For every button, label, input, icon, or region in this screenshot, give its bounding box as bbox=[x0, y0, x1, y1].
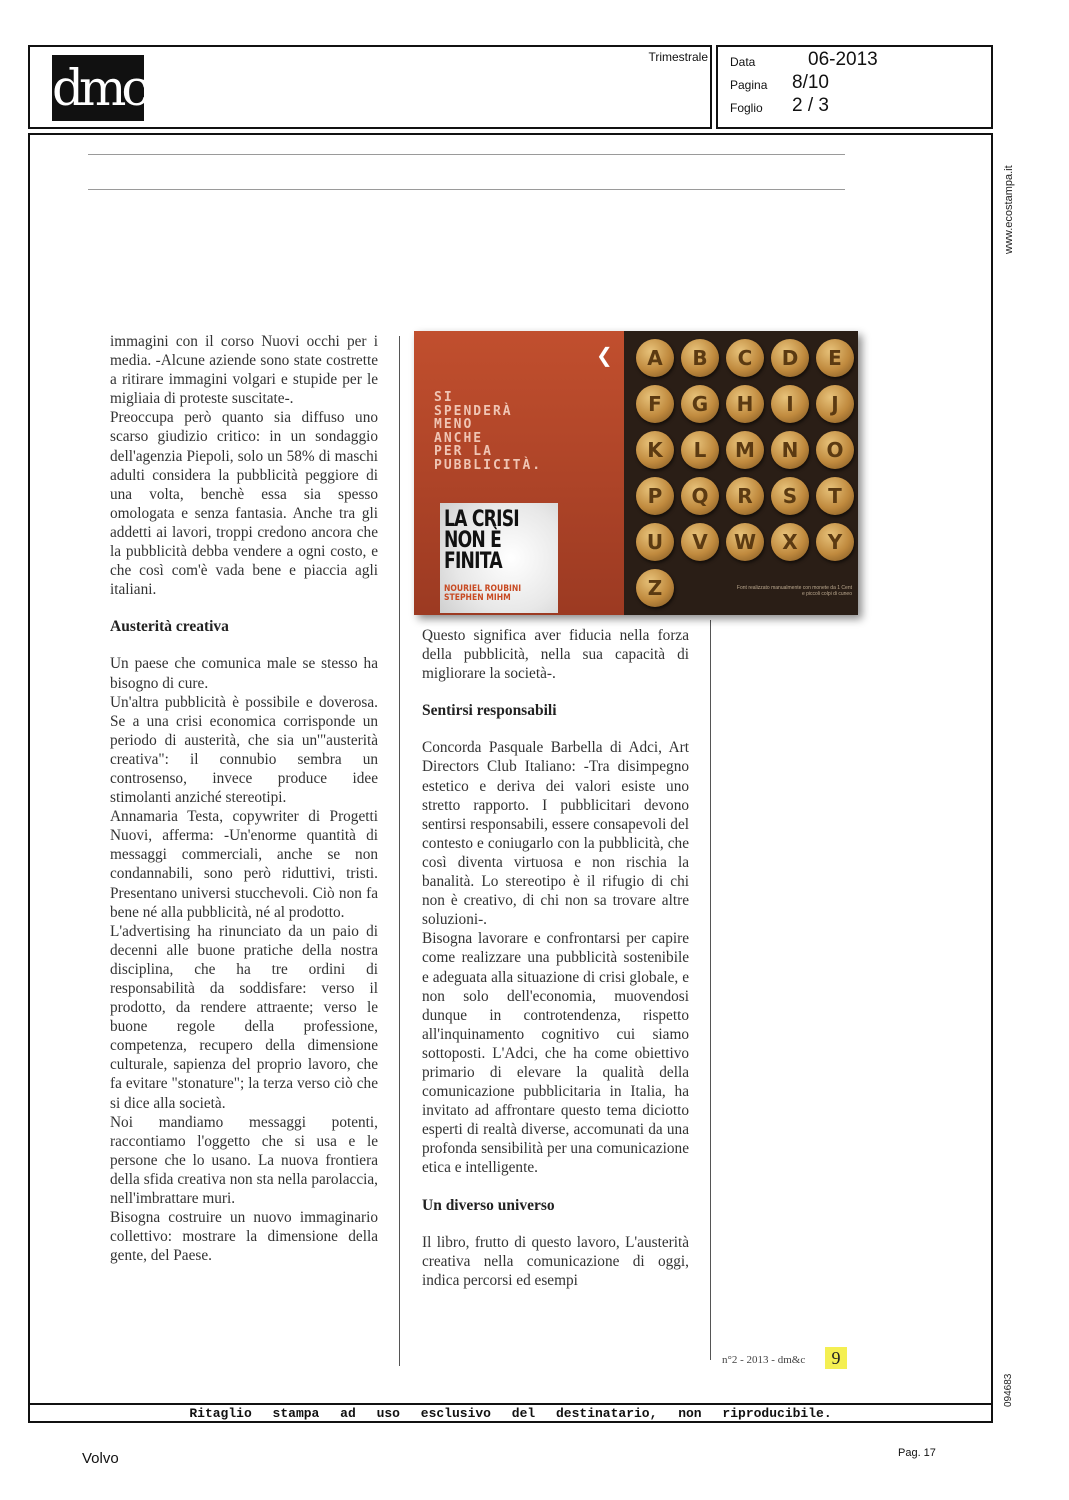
coin-letter: F bbox=[636, 385, 674, 423]
meta-date-value: 06-2013 bbox=[808, 49, 878, 70]
paragraph: Un paese che comunica male se stesso ha bisogno di cure. bbox=[110, 655, 378, 692]
coin-letter: Q bbox=[681, 477, 719, 515]
paragraph: Preoccupa però quanto sia diffuso uno scarso giudizio critico: in un sondaggio dell'agenzia Piepoli, solo un 58% di maschi adulti considera la pubblicità peggiore di una volta, benchè essa sia spesso omologata e senza fantasia. Anche tra gli addetti ai lavori, troppi credono ancora che la pubblicità debba vendere a ogni costo, e che così com'è vada bene e piaccia agli italiani. bbox=[110, 409, 378, 599]
paragraph: Questo significa aver fiducia nella forza della pubblicità, nella sua capacità di migliorare la società-. bbox=[422, 627, 689, 683]
footer-rule bbox=[28, 1403, 993, 1405]
article-image bbox=[414, 331, 858, 615]
coin-letter: E bbox=[816, 339, 854, 377]
coin-letter: B bbox=[681, 339, 719, 377]
header-rule bbox=[88, 189, 845, 190]
column-divider bbox=[399, 336, 400, 1366]
section-heading: Austerità creativa bbox=[110, 618, 229, 636]
coin-letter: G bbox=[681, 385, 719, 423]
coin-letter: Z bbox=[636, 569, 674, 607]
meta-sheet-value: 2 / 3 bbox=[792, 95, 829, 116]
coin-letter: V bbox=[681, 523, 719, 561]
article-column-right bbox=[422, 626, 689, 1290]
coin-letter: M bbox=[726, 431, 764, 469]
coin-letter: L bbox=[681, 431, 719, 469]
paragraph: Bisogna costruire un nuovo immaginario collettivo: mostrare la dimensione della gente, del Paese. bbox=[110, 1209, 378, 1265]
page-counter: Pag. 17 bbox=[898, 1447, 936, 1459]
meta-page-label: Pagina bbox=[730, 78, 768, 92]
coin-letter: H bbox=[726, 385, 764, 423]
meta-page-value: 8/10 bbox=[792, 72, 829, 93]
coin-letter: C bbox=[726, 339, 764, 377]
coin-letter: X bbox=[771, 523, 809, 561]
meta-date-label: Data bbox=[730, 55, 756, 69]
paragraph: immagini con il corso Nuovi occhi per i media. -Alcune aziende sono state costrette a ritirare immagini volgari e stupide per le migliaia di proteste suscitate-. bbox=[110, 333, 378, 408]
paragraph: Noi mandiamo messaggi potenti, raccontiamo l'oggetto che si usa e le persone che lo usano. La nuova frontiera della sfida creativa non sta nella parolaccia, nell'imbrattare muri. bbox=[110, 1113, 378, 1208]
paragraph: Un'altra pubblicità è possibile e doverosa. Se a una crisi economica corrisponde un periodo di austerità, che sia un'"austerità creativa": il connubio sembra un controsenso, invece produce idee stimolanti anziché stereotipi. bbox=[110, 693, 378, 807]
header-rule bbox=[88, 154, 845, 155]
coin-letter: A bbox=[636, 339, 674, 377]
page-number-badge: 9 bbox=[825, 1347, 847, 1369]
cover-slogan: SI SPENDERÀ MENO ANCHE PER LA PUBBLICITÀ. bbox=[434, 390, 543, 473]
chevron-left-icon: ❮ bbox=[596, 343, 613, 367]
coin-letter: P bbox=[636, 477, 674, 515]
coin-letter: T bbox=[816, 477, 854, 515]
coin-letter: S bbox=[771, 477, 809, 515]
coin-letter: O bbox=[816, 431, 854, 469]
coin-letter: N bbox=[771, 431, 809, 469]
book-title: LA CRISI NON È FINITA bbox=[444, 507, 519, 574]
client-name: Volvo bbox=[82, 1450, 119, 1467]
article-column-left bbox=[110, 332, 378, 1265]
coin-letter: W bbox=[726, 523, 764, 561]
section-heading: Un diverso universo bbox=[422, 1196, 555, 1214]
coin-letter: U bbox=[636, 523, 674, 561]
paragraph: Annamaria Testa, copywriter di Progetti Nuovi, afferma: -Un'enorme quantità di messaggi commerciali, anche se non condannabili, sono però riduttivi, tristi. Presentano universi stucchevoli. Ciò non fa bene né alla pubblicità, né al prodotto. bbox=[110, 808, 378, 921]
coin-letter: K bbox=[636, 431, 674, 469]
coin-letter: D bbox=[771, 339, 809, 377]
coin-letter: J bbox=[816, 385, 854, 423]
clipping-code: 094683 bbox=[1003, 1373, 1014, 1407]
website-vertical-text: www.ecostampa.it bbox=[1003, 165, 1015, 254]
periodicity-label: Trimestrale bbox=[648, 50, 708, 64]
meta-sheet-label: Foglio bbox=[730, 101, 763, 115]
image-caption: Font realizzato manualmente con monete da 1 Cent e piccoli colpi di cuneo bbox=[736, 585, 852, 597]
book-authors: NOURIEL ROUBINI STEPHEN MIHM bbox=[444, 584, 522, 603]
paragraph: L'advertising ha rinunciato da un paio di decenni alle buone pratiche della nostra disciplina, che ha tre ordini di responsabilità da soddisfare: verso il prodotto, da rendere attraente; verso le buone regole della professione, competenza, recupero della dimensione culturale, sapienza del proprio lavoro, che fa evitare "stonature"; la terza verso ciò che si dice alla società. bbox=[110, 922, 378, 1112]
issue-reference: n°2 - 2013 - dm&c bbox=[722, 1354, 806, 1366]
paragraph: Concorda Pasquale Barbella di Adci, Art Directors Club Italiano: -Tra disimpegno estetico e deriva dei valori esiste uno stretto rapporto. I pubblicitari devono sentirsi responsabili, essere consapevoli del contesto e coniugarlo con la pubblicità, che così diventa virtuosa e non rischia la banalità. Lo stereotipo è il rifugio di chi non è creativo, di chi non sa trovare altre soluzioni-. bbox=[422, 739, 689, 929]
publication-logo: dmc bbox=[52, 55, 144, 121]
column-divider bbox=[710, 620, 711, 1360]
coin-letter: I bbox=[771, 385, 809, 423]
coin-letter: Y bbox=[816, 523, 854, 561]
section-heading: Sentirsi responsabili bbox=[422, 702, 557, 720]
paragraph: Il libro, frutto di questo lavoro, L'austerità creativa nella comunicazione di oggi, indica percorsi ed esempi bbox=[422, 1233, 689, 1289]
coin-letter: R bbox=[726, 477, 764, 515]
disclaimer-text: Ritaglio stampa ad uso esclusivo del destinatario, non riproducibile. bbox=[189, 1406, 832, 1421]
paragraph: Bisogna lavorare e confrontarsi per capire come realizzare una pubblicità sostenibile e adeguata alla situazione di crisi globale, e non solo dell'economia, muovendosi dunque in controtendenza, rispetto all'inquinamento cognitivo cui siamo sottoposti. L'Adci, che ha come obiettivo primario di elevare la qualità della comunicazione pubblicitaria in Italia, ha invitato ad affrontare questo tema diciotto esperti di realtà diverse, accomunati da una profonda sensibilità per una comunicazione etica e intelligente. bbox=[422, 930, 689, 1177]
